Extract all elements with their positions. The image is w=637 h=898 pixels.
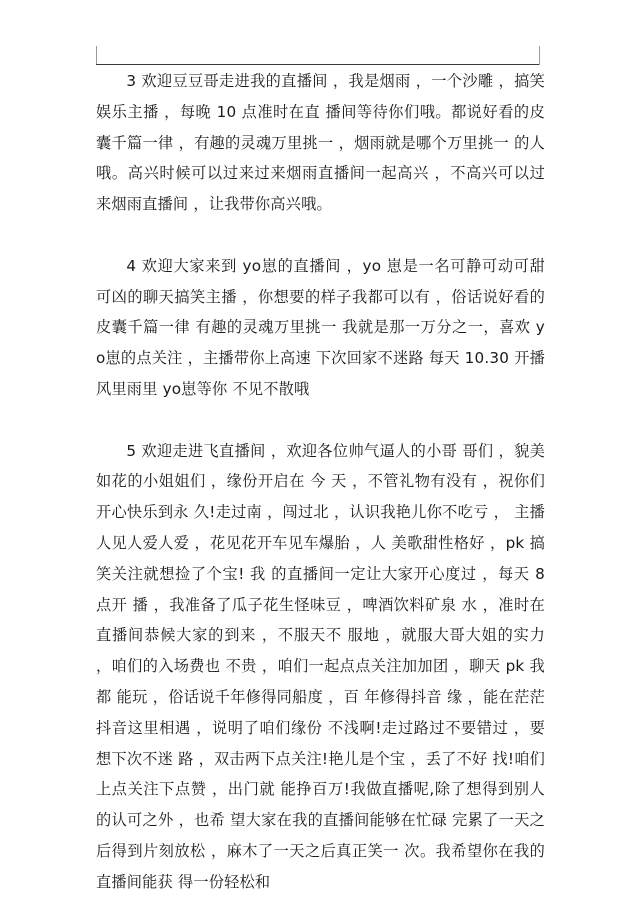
paragraph-5: 5 欢迎走进飞直播间 ，欢迎各位帅气逼人的小哥 哥们 ，貌美如花的小姐姐们 ，缘份开启在 今 天 ，不管礼物有没有 ，祝你们开心快乐到永 久!走过南 ，闯过北 ，认识我艳儿你不吃亏 ， 主播人见人爱人爱 ，花见花开车见车爆胎 ，人 美歌甜性格好 ，pk 搞笑关注就想捡了个宝! 我 的直播间一定让大家开心度过 ，每天 8 点开 播 ，我准备了瓜子花生怪味豆 ，啤酒饮料矿泉 水 ，准时在直播间恭候大家的到来 ，不服天不 服地 ，就服大哥大姐的实力 ，咱们的入场费也 不贵 ，咱们一起点点关注加加团 ，聊天 pk 我都 能玩 ，俗话说千年修得同船度 ，百 年修得抖音 缘 ，能在茫茫抖音这里相遇 ，说明了咱们缘份 不浅啊!走过路过不要错过 ，要 想下次不迷 路 ，双击两下点关注!艳儿是个宝 ，丢了不好 找!咱们上点关注下点赞 ，出门就 能挣百万!我做直播呢,除了想得到别人的认可之外 ，也希 望大家在我的直播间能够在忙碌 完累了一天之 后得到片刻放松 ，麻木了一天之后真正笑一 次。我希望你在我的直播间能获 得一份轻松和: [96, 441, 545, 891]
paragraph-4: 4 欢迎大家来到 yo崽的直播间 ，yo 崽是一名可静可动可甜可凶的聊天搞笑主播 ，你想要的样子我都可以有 ，俗话说好看的皮囊千篇一律 有趣的灵魂万里挑一 我就是那一万分之一，喜欢 yo崽的点关注 ，主播带你上高速 下次回家不迷路 每天 10.30 开播 风里雨里 yo崽等你 不见不散哦: [96, 256, 545, 398]
document-body: [96, 66, 545, 898]
paragraph-gap: [96, 220, 545, 251]
paragraph-gap: [96, 405, 545, 436]
header-corner-mark-left: [96, 46, 97, 65]
paragraph-3: 3 欢迎豆豆哥走进我的直播间 ，我是烟雨 ，一个沙雕 ，搞笑娱乐主播 ，每晚 10 点准时在直 播间等待你们哦。都说好看的皮囊千篇一律 ，有趣的灵魂万里挑一 ，烟雨就是哪个万里挑一 的人哦。高兴时候可以过来过来烟雨直播间一起高兴 ，不高兴可以过来烟雨直播间 ，让我带你高兴哦。: [96, 72, 545, 214]
header-corner-mark-right: [539, 46, 540, 65]
header-rule: [96, 64, 539, 65]
